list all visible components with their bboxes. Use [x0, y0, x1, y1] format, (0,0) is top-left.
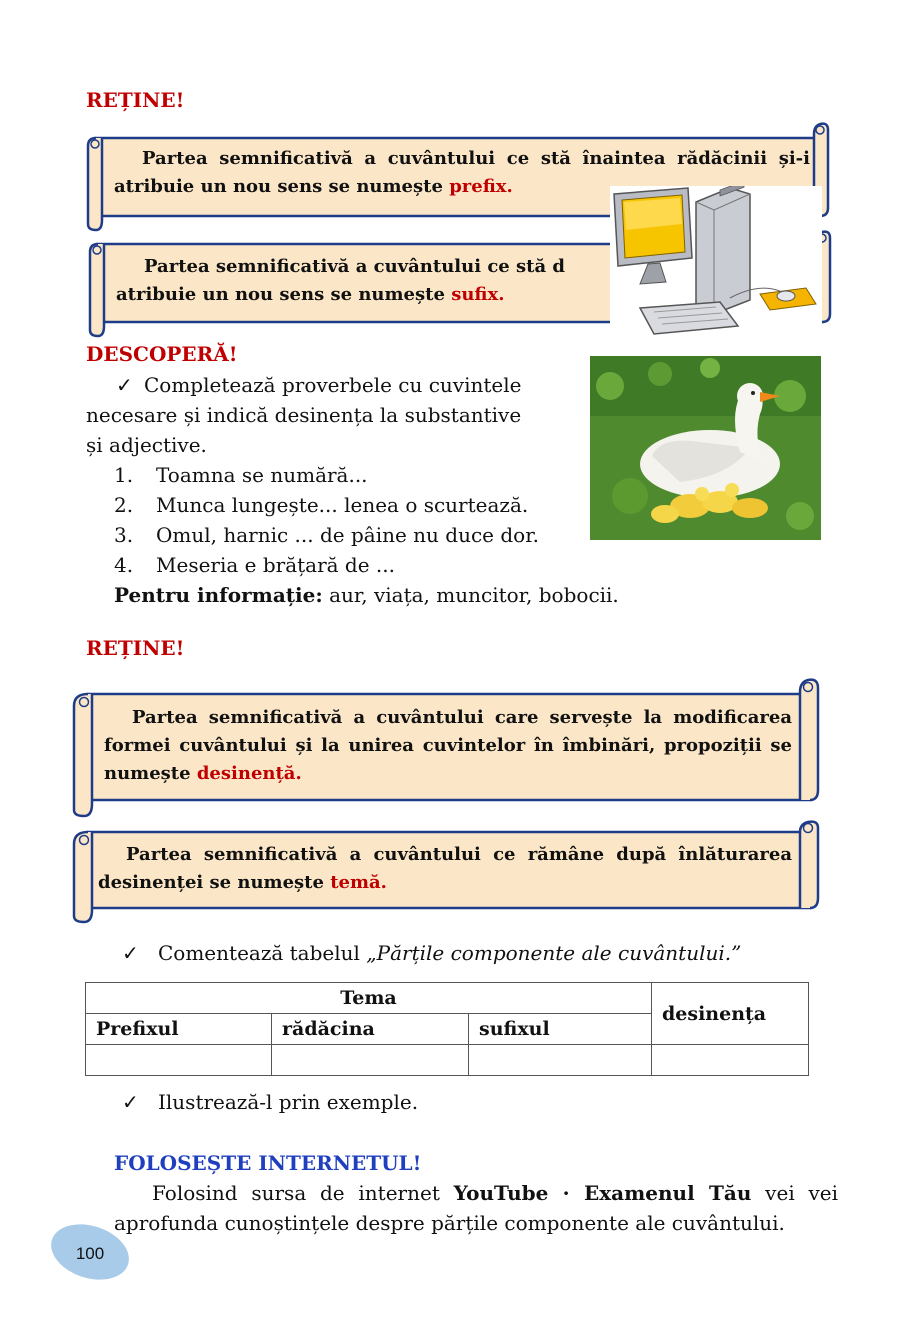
list-item: 3. Omul, harnic ... de pâine nu duce dor.	[114, 523, 539, 547]
checkmark-icon: ✓	[122, 1090, 139, 1114]
task-completeaza: ✓ Completează proverbele cu cuvintele necesare și indică desinența la substantive și adjective.	[86, 370, 586, 460]
info-line: Pentru informație: aur, viața, muncitor, bobocii.	[114, 583, 619, 607]
table-cell-empty	[272, 1045, 469, 1076]
sufix-term: sufix.	[451, 284, 505, 305]
checkmark-icon: ✓	[116, 373, 133, 397]
desinenta-term: desinență.	[196, 763, 302, 784]
desinenta-definition-scroll	[70, 676, 820, 818]
retine-heading-2: REȚINE!	[86, 636, 185, 660]
checkmark-icon: ✓	[122, 941, 139, 965]
task-comenteaza: ✓ Comentează tabelul „Părțile componente ale cuvântului.”	[122, 938, 741, 968]
list-item: 4. Meseria e brățară de ...	[114, 553, 396, 577]
table-cell-empty	[86, 1045, 272, 1076]
tema-term: temă.	[330, 872, 387, 893]
task-ilustreaza: ✓ Ilustrează-l prin exemple.	[122, 1087, 418, 1117]
table-row	[86, 1045, 809, 1076]
prefix-term: prefix.	[449, 176, 513, 197]
table-cell-empty	[469, 1045, 652, 1076]
sufix-definition-text: Partea semnificativă a cuvântului ce stă d atribuie un nou sens se numește sufix.	[116, 256, 565, 305]
internet-paragraph: Folosind sursa de internet YouTube · Examenul Tău vei vei aprofunda cunoștințele despre părțile componente ale cuvântului.	[114, 1181, 838, 1235]
internet-source: YouTube · Examenul Tău	[453, 1181, 752, 1205]
computer-illustration	[610, 186, 822, 338]
tema-definition-scroll	[70, 818, 820, 924]
desinenta-definition-text: Partea semnificativă a cuvântului care servește la modificarea formei cuvântului și la unirea cuvintelor în îmbinări, propoziții se numește desinență.	[104, 707, 792, 784]
prefix-definition-text: Partea semnificativă a cuvântului ce stă înaintea rădăcinii și-i atribuie un nou sens se numește prefix.	[114, 148, 810, 197]
table-cell-desinenta: desinența	[652, 983, 809, 1045]
tema-definition-text: Partea semnificativă a cuvântului ce rămâne după înlăturarea desinenței se numește temă.	[98, 844, 792, 893]
table-cell-radacina: rădăcina	[272, 1014, 469, 1045]
list-item: 1. Toamna se numără...	[114, 463, 368, 487]
descopera-heading: DESCOPERĂ!	[86, 342, 238, 366]
retine-heading-1: REȚINE!	[86, 88, 185, 112]
table-row	[86, 983, 809, 1014]
table-cell-empty	[652, 1045, 809, 1076]
table-cell-tema: Tema	[86, 983, 652, 1014]
word-parts-table	[85, 982, 809, 1076]
table-cell-prefixul: Prefixul	[86, 1014, 272, 1045]
goose-photo	[590, 356, 821, 540]
internet-heading: FOLOSEȘTE INTERNETUL!	[114, 1151, 422, 1175]
list-item: 2. Munca lungește... lenea o scurtează.	[114, 493, 529, 517]
page-number-badge	[48, 1222, 132, 1280]
page-number: 100	[75, 1244, 105, 1263]
table-cell-sufixul: sufixul	[469, 1014, 652, 1045]
